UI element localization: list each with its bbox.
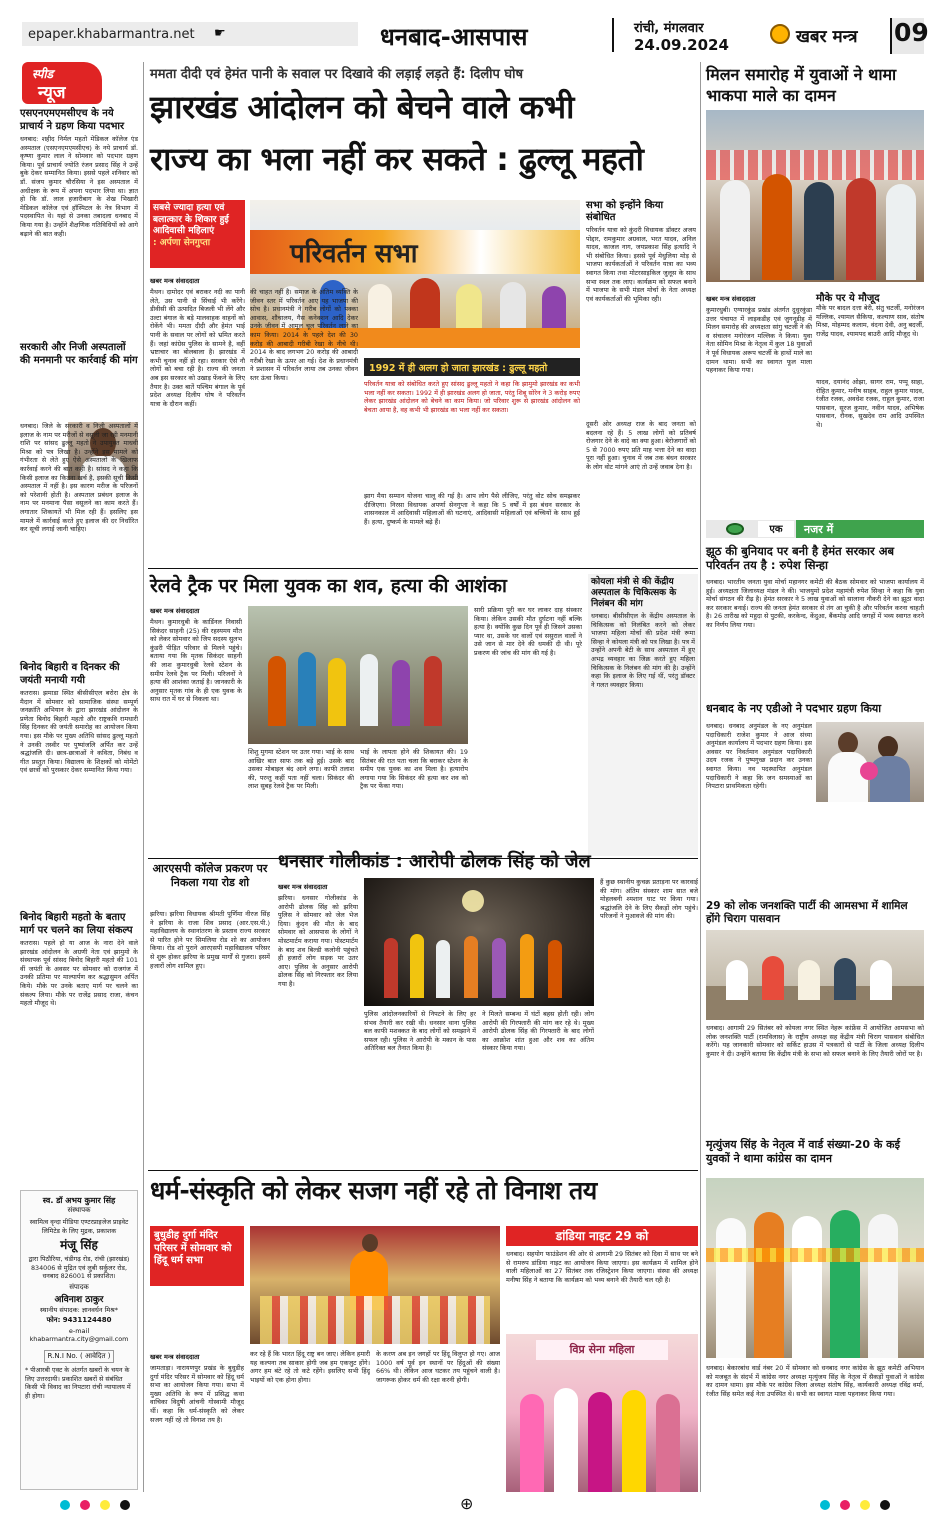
cursor-icon: ☛ [214, 26, 226, 41]
nazar-b4: धनबाद। बेकारबांध वार्ड नंबर 20 में सोमवार को धनबाद नगर कांग्रेस के झूठ कमेटी अभियान को मजबूत के संदर्भ में कांग्रेस नगर अध्यक्ष मृत्युंजय सिंह के नेतृत्व में सैकड़ों युवाओं ने कांग्रेस का दामन थामा। इस मौके पर कांग्रेस जिला अध्यक्ष संतोष सिंह, कार्यकारी अध्यक्ष रविंद्र वर्मा, रंजीत सिंह समेत कई नेता उपस्थित थे। सभी का स्वागत माला पहनाकर किया गया। [706, 1364, 924, 1398]
header-url[interactable]: epaper.khabarmantra.net [28, 27, 195, 42]
speed-item-3-body: कतरास। झमाडा स्थित बीसीसीएल बरोरा क्षेत्र के मैदान में सोमवार को सामाजिक संस्था सम्पूर्ण जनक्रांति अभियान के द्वारा झारखंड आंदोलन के प्रणेता बिनोद बिहारी महतो और राष्ट्रकवि रामधारी सिंह दिनकर की जयंती समारोह का आयोजन किया गया। इस मौके पर मुख्य अतिथि सांसद ढुल्लू महतो ने उनकी तस्वीर पर पुष्पांजलि अर्पित कर उन्हें श्रद्धांजलि दी। छात्र-छात्राओं ने कविता, निबंध व गीत प्रस्तुत किया। विद्यालय के शिक्षकों को मोमेंटो एवं छात्रों को पुरस्कार देकर सम्मानित किया गया। [20, 689, 138, 775]
imprint-email[interactable]: khabarmantra.city@gmail.com [29, 1334, 129, 1343]
dandiya-head-box [506, 1226, 698, 1246]
registration-mark-magenta-2 [840, 1500, 850, 1510]
city-day: रांची, मंगलवार [634, 21, 704, 36]
dandiya-head: डांडिया नाइट 29 को [555, 1229, 649, 1243]
railway-headline: रेलवे ट्रैक पर मिला युवक का शव, हत्या की आशंका [150, 575, 507, 597]
dharma-photo [250, 1226, 500, 1344]
railway-body: मैथन। कुमारधुबी के कार्डिनल निवासी सिकंदर साहनी (25) की रहस्यमय मौत को लेकर सोमवार को जिप सदस्य सुलभ कुंडरी पीड़ित परिवार से मिलने पहुंचे। बताया गया कि मृतक सिकंदर साहनी की लाश कुमारधुबी रेलवे स्टेशन के समीप रेलवे ट्रैक पर मिली। परिजनों ने हत्या की आशंका जताई है। जानकारी के अनुसार मृतक गांव के ही एक युवक के साथ रात में घर से निकला था। [150, 618, 242, 704]
imprint-founder: स्व. डॉ अभय कुमार सिंह [42, 1196, 116, 1205]
imprint-resident-editor: स्थानीय संपादक: ज्ञानवर्धन मिश्र* [40, 1305, 118, 1314]
registration-mark-yellow [100, 1500, 110, 1510]
dhansar-body: झरिया। धनसार गोलीकांड के आरोपी ढोलक सिंह को झरिया पुलिस ने सोमवार को जेल भेज दिया। कुंदन की मौत के बाद सोमवार को आसपास के लोगों ने मोस्टमार्टम कराया गया। पोस्टमार्टम के बाद शव बिल्डी कलोनी पहुंचते ही हजारों लोग सड़क पर उतर आए। पुलिस के अनुसार आरोपी ढोलक सिंह को गिरफ्तार कर लिया गया है। [278, 894, 358, 988]
lead-sidebar-head: सबसे ज्यादा हत्या एवं बलात्कार के शिकार हुई आदिवासी महिलाएं [153, 203, 229, 236]
imprint-email-label: e-mail [68, 1326, 90, 1335]
registration-mark-cyan-2 [820, 1500, 830, 1510]
nazar-b1: धनबाद। भारतीय जनता युवा मोर्चा महानगर कमेटी की बैठक सोमवार को भाजपा कार्यालय में हुई। अध्यक्षता जिलाध्यक्ष मंडल ने की। भाजयुमो प्रदेश महामंत्री रुपेश सिन्हा ने कहा कि युवा मोर्चा संगठन की रीढ़ है। हेमंत सरकार ने 5 लाख युवाओं को सालाना नौकरी देने का झूठा वादा कर सरकार बनाई। राज्य की जनता हेमंत सरकार से तंग आ चुकी है और परिवर्तन करना चाहती है। 26 तारीख को महुदा से पुटकी, करकेन्द, केंदुआ, बैंकमोड़ आदि जगहों में भव्य स्वागत करने का निर्णय लिया गया। [706, 578, 924, 629]
congress-photo [706, 1178, 924, 1358]
speed-item-1-body: धनबाद: शहीद निर्मल महतो मेडिकल कॉलेज एंड अस्पताल (एसएनएमएमसीएच) के नये प्राचार्य डॉ. कृष्णा कुमार लाल ने सोमवार को पदभार ग्रहण किया। पूर्व प्राचार्य ज्योति रंजन प्रसाद सिंह ने उन्हें बुके देकर सम्मानित किया। इससे पहले शनिवार को डॉ. संजय कुमार चौरसिया ने इस अस्पताल में अधीक्षक के रूप में अपना पदभार लिया था। ज्ञात हो कि डॉ. लाल हजारीबाग के शेख भिखारी मेडिकल कॉलेज एवं हॉस्पिटल के नेत्र विभाग में पदस्थापित थे। यहां से उनका तबादला धनबाद में किया गया है। उन्होंने शैक्षणिक गतिविधियों को आगे बढ़ाने की बात कही। [20, 135, 138, 238]
speed-item-3-head: बिनोद बिहारी व दिनकर की जयंती मनायी गयी [20, 662, 120, 686]
lead-photo-caption: 1992 में ही अलग हो जाता झारखंड : ढुल्लू महतो [364, 358, 580, 376]
imprint-founder-role: संस्थापक [67, 1206, 91, 1214]
imprint-editor-role: संपादक [69, 1282, 89, 1291]
imprint-publisher: मंजू सिंह [60, 1238, 98, 1253]
speed-item-3 [20, 662, 138, 929]
news-label: न्यूज [38, 83, 66, 103]
milan-byline: खबर मन्त्र संवाददाता [706, 295, 756, 303]
dharma-headline: धर्म-संस्कृति को लेकर सजग नहीं रहे तो विनाश तय [150, 1176, 597, 1205]
railway-photo [248, 606, 468, 744]
railway-byline: खबर मन्त्र संवाददाता [150, 607, 200, 615]
milan-present-body-2: यादव, दयानंद ओझा, सागर राम, पप्पू साहा, रोहित कुमार, मनीष साहब, राहुल कुमार यादव, रंजीत रजक, अवधेश रजक, राहुल कुमार, राजा पासवान, सूरज कुमार, नवीन यादव, अभिषेक पासवान, रौनक, सुखदेव राम आदि उपस्थित थे। [816, 378, 924, 429]
lead-sidebar-box [150, 200, 245, 268]
dharma-body: जामताड़ा। नारायणपुर प्रखंड के बुधुडीह दुर्गा मंदिर परिसर में सोमवार को हिंदू धर्म सभा का आयोजन किया गया। सभा में मुख्य अतिथि के रूप में प्रसिद्ध कथा वाचिका विदुषी आंचनी गोस्वामी मौजूद थीं। कहा कि धर्म-संस्कृति को लेकर सजग नहीं रहे तो विनाश तय है। [150, 1364, 244, 1424]
lead-body: मैथन। दामोदर एवं बराकर नदी का पानी लेते, उस पानी से सिंचाई भी करेंगे। डीवीसी की उत्पादित बिजली भी लेंगे और उल्टा बंगाल के बड़े मालवाहक वाहनों को रोकेंगे भी। ममता दीदी और हेमंत भाई पानी के सवाल पर लोगों को भ्रमित करते हैं। जहां कांग्रेस पुलिस के सामने है, वहीं भ्रष्टाचार का बोलबाला है। झारखंड में कभी चुनाव नहीं हो रहा। सरकार ऐसे नौ लोगों को बचा रही है। राज्य की जनता अब इस सरकार को उखाड़ फेंकने के लिए तैयार है। उक्त बातें पश्चिम बंगाल के पूर्व प्रदेश अध्यक्ष दिलीप घोष ने परिवर्तन यात्रा के दौरान कहीं। [150, 288, 245, 408]
lead-byline: खबर मन्त्र संवाददाता [150, 277, 200, 285]
lead-caption-body: परिवर्तन यात्रा को संबोधित करते हुए सांसद ढुल्लू महतो ने कहा कि झामुमो झारखंड का कभी भला नहीं कर सकता। 1992 में ही झारखंड अलग हो जाता, परंतु शिबू सोरेन ने 3 करोड़ रुपए लेकर झारखंड आंदोलन को बेचने का काम किया। जो परिवार शुरू से झारखंड आंदोलन को बेचता आया है, वह कभी भी झारखंड का भला नहीं कर सकता। [364, 380, 580, 414]
lead-sidebar-sub: : अर्पणा सेनगुप्ता [153, 237, 211, 248]
dharma-side-head: बुधुडीह दुर्गा मंदिर परिसर में सोमवार को हिंदू धर्म सभा [154, 1230, 232, 1266]
rsp-body: झरिया। झरिया विधायक श्रीमती पूर्णिमा नीरज सिंह ने झरिया के राजा शिव प्रसाद (आर.एस.पी.) महाविद्यालय के स्थानांतरण के प्रस्ताव राज्य सरकार से पारित होने पर सिमलिया रोड शो का आयोजन किया। रोड शो पुराने आरएसपी महाविद्यालय परिसर से शुरू होकर झरिया के प्रमुख मार्गों से गुजरा। इसमें हजारों लोग शामिल हुए। [150, 910, 270, 970]
nazar-h3: 29 को लोक जनशक्ति पार्टी की आमसभा में शामिल होंगे चिराग पासवान [706, 900, 908, 925]
page-number: 09 [894, 18, 929, 47]
dhansar-body-2: पुलिस आंदोलनकारियों से निपटने के लिए हर संभव तैयारी कर रखी थी। धनसार थाना पुलिस बल काफी मशक्कत के बाद लोगों को समझाने में सफल रही। पुलिस ने आरोपी के मकान के पास अतिरिक्त बल तैनात किया है। [364, 1010, 476, 1053]
dhansar-headline: धनसार गोलीकांड : आरोपी ढोलक सिंह को जेल [278, 851, 591, 872]
ljp-meeting-photo [706, 930, 924, 1020]
railway-body-3: भाई के लापता होने की शिकायत की। 19 सितंबर की रात पता चला कि बराकर स्टेशन के समीप एक युवक का शव मिला है। हत्यारोप लगाया गया कि सिकंदर की हत्या कर शव को ट्रैक पर फेंका गया। [360, 748, 468, 791]
nazar-tab-right: नजर में [796, 520, 924, 538]
milan-present-body: मौके पर बादल दत्ता बेरी, संतु चटर्जी, मनोरंजन मल्लिक, श्यामल सैकिया, कल्याण साव, संतोष मिश्रा, मोहम्मद कलाम, वंदना देवी, अनु बदर्जी, राजेंद्र यादव, श्यामपद बाउरी आदि मौजूद थे। [816, 304, 924, 338]
milan-present-head: मौके पर ये मौजूद [816, 293, 880, 304]
mid-right-divider [700, 62, 701, 1492]
section-title: धनबाद-आसपास [380, 23, 528, 51]
brand-logo-icon [770, 24, 790, 44]
lead-kicker: ममता दीदी एवं हेमंत पानी के सवाल पर दिखावे की लड़ाई लड़ते हैं: दिलीप घोष [150, 67, 523, 82]
speed-item-1-head: एसएनएमएमसीएच के नये प्राचार्य ने ग्रहण किया पदभार [20, 108, 125, 132]
welcome-body: परिवर्तन यात्रा को कुंदरी विधायक डॉक्टर अजय पोद्दार, रामकुमार अग्रवाल, भरत यादव, अनिल यादव, काजल नाग, जयप्रकाश सिंह इत्यादि ने भी संबोधित किया। इससे पूर्व मेधुलिया मोड़ से भाजपा कार्यकर्ताओं ने परिवर्तन यात्रा का भव्य स्वागत किया तथा मोटरसाइकिल जुलूस के साथ सभा स्थल तक लाए। कार्यक्रम को सफल बनाने में भाजपा के सभी मंडल मोर्चा के नेता अध्यक्ष एवं कार्यकर्ताओं की भूमिका रही। [586, 226, 696, 303]
imprint-box [20, 1190, 138, 1490]
registration-mark-yellow-2 [860, 1500, 870, 1510]
date: 24.09.2024 [634, 36, 729, 54]
footer-bar [20, 1494, 924, 1513]
railway-side-head: कोयला मंत्री से की केंद्रीय अस्पताल के चिकित्सक के निलंबन की मांग [591, 577, 677, 609]
welcome-head: सभा को इन्होंने किया संबोधित [586, 200, 664, 223]
milan-body: कुमारधुबी। एग्यारकुंड प्रखंड अंतर्गत दुधुरकुंडा उत्तर पंचायत में लाइकडीह एवं जुगनूडीह में मिलन समारोह की अध्यक्षता सांगु चटर्जी ने की व संचालन मनोरंजन मल्लिक ने किया। युवा नेता सोमिन मिश्रा के नेतृत्व में कुल 18 युवाओं ने पूर्व विधायक अरूप चटर्जी के हाथों माले का दामन थामा। सभी का स्वागत फूल माला पहनाकर किया गया। [706, 306, 812, 375]
registration-mark-black-2 [880, 1500, 890, 1510]
lead-body-2: की चाहत नहीं है। समाज के अंतिम व्यक्ति के जीवन स्तर में परिवर्तन आए यह भाजपा की सोच है। प्रधानमंत्री ने गरीब लोगों को पक्का आवास, शौचालय, गैस कनेक्शन आदि देकर उनके जीवन में आमूल चूल परिवर्तन लाने का काम किया। 2014 के पहले देश की 30 करोड़ की आबादी गरीबी रेखा के नीचे थी। 2014 के बाद लगभग 20 करोड़ की आबादी गरीबी रेखा के ऊपर आ गई। देश के प्रधानमंत्री ने प्रशासन में परिवर्तन लाया तब उनका जीवन स्तर ऊंचा किया। [250, 288, 358, 382]
imprint-note: * पीआरबी एक्ट के अंतर्गत खबरों के चयन के लिए उत्तरदायी। प्रकाशित खबरों से संबंधित किसी भी विवाद का निपटारा रांची न्यायालय में ही होगा। [25, 1365, 131, 1400]
railway-body-4: सारी प्रक्रिया पूरी कर घर लाकर दाह संस्कार किया। लेकिन उसकी मौत दुर्घटना नहीं बल्कि हत्या है। क्योंकि कुछ दिन पूर्व ही जिसने उसका प्यार था, उसके घर वालों एवं ससुराल वालों ने उसे जान से मार देने की धमकी दी थी। पूरे प्रकरण की जांच की मांग की गई है। [474, 606, 582, 657]
milan-headline: मिलन समारोह में युवाओं ने थामा भाकपा माले का दामन [706, 65, 897, 105]
imprint-rni: R.N.I No. ( आवेदित ) [44, 1350, 115, 1363]
dharma-body-3: के करण अब इन जगहों पर हिंदू विलुप्त हो गए। आज 1000 वर्ष पूर्व इन स्थानों पर हिंदुओं की संख्या 66% थी। लेकिन आज घटकर तय पहुंचने वाली है। जागरूक होकर धर्म की रक्षा करनी होगी। [376, 1350, 500, 1384]
speed-label: स्पीड [32, 67, 54, 81]
dharma-body-2: कर रहे हैं कि भारत हिंदू राष्ट्र बन जाए। लेकिन हमारी यह कल्पना तब साकार होगी जब हम एकजुट होंगे। अगर हम बंटे रहे तो कटे रहेंगे। इसलिए सभी हिंदू भाइयों को एक होना होगा। [250, 1350, 370, 1384]
imprint-phone: फोन: 9431124480 [46, 1315, 112, 1324]
dandiya-photo [506, 1334, 698, 1492]
milan-photo [706, 110, 924, 282]
dandiya-banner: विप्र सेना महिला [536, 1340, 668, 1360]
speed-item-4-body: कतरास। पहले हो या आज के नारा देने वाले झारखंड आंदोलन के अग्रणी नेता एवं झामुमो के संस्थापक पूर्व सांसद बिनोद बिहारी महतो की 101 वीं जयंती के अवसर पर सोमवार को राजगंज में उनकी प्रतिमा पर माल्यार्पण कर श्रद्धासुमन अर्पित किये। मौके पर उनके बताए मार्ग पर चलने का संकल्प लिया। मौके पर राजेंद्र प्रसाद राजा, कंचन महतो मौजूद थे। [20, 939, 138, 1008]
registration-mark-magenta [80, 1500, 90, 1510]
lead-bottom-text: झाग मैया सम्मान योजना चालू की गई है। आप लोग पैसे लीजिए, परंतु वोट सोच समझकर दीजिएगा। निरसा विधायक अपर्णा सेनगुप्ता ने कहा कि 5 वर्षों में इस बंधन सरकार के शासनकाल में आदिवासी महिलाओं की घटनाएं, आदिवासी महिलाओं एवं बच्चियों के साथ हुई हैं। हत्या, दुष्कर्म के मामले बढ़े हैं। [364, 492, 580, 526]
nazar-tab-left: एक [758, 521, 794, 537]
registration-mark-cyan [60, 1500, 70, 1510]
imprint-address: द्वारा पिठौरिया, चंडीगढ़ रोड, रांची (झारखंड) 834006 से मुद्रित एवं लुबी सर्कुलर रोड, धनबाद 826001 से प्रकाशित। [28, 1255, 130, 1281]
speed-news-logo [22, 62, 102, 104]
railway-body-2: शिशु मुगमा स्टेशन पर उतर गया। भाई के साथ आखिर बात साफ तक बड़े हुई। उसके बाद उसका मोबाइल बंद आने लगा। काफी तलाश की, परन्तु कहीं पता नहीं चला। सिकंदर की लाश सुबह रेलवे ट्रैक पर मिली। [248, 748, 354, 791]
speed-item-4 [20, 912, 138, 1109]
dharma-side-box [150, 1226, 244, 1286]
header-divider [612, 18, 614, 52]
dharma-byline: खबर मन्त्र संवाददाता [150, 1353, 200, 1361]
brand-name: खबर मन्त्र [796, 27, 858, 47]
rsp-head: आरएसपी कॉलेज प्रकरण पर निकला गया रोड शो [152, 862, 268, 889]
welcome-body-2: दूसरी ओर अध्यक्ष राज के बाद जनता को बदलना रहे हैं। 5 लाख लोगों को प्रतिवर्ष रोजगार देने के वादे का क्या हुआ। बेरोजगारों को 5 से 7000 रुपए प्रति माह भत्ता देने का वादा पूरा नहीं हुआ। चुनाव में जब तक बंधन सरकार के लोग वोट मांगने आएं तो उन्हें जवाब देना है। [586, 420, 696, 471]
nazar-b3: धनबाद। आगामी 29 सितंबर को कोयला नगर स्थित नेहरू कांफ्रेंस में आयोजित आमसभा को लोक जनशक्ति पार्टी (रामविलास) के राष्ट्रीय अध्यक्ष सह केंद्रीय मंत्री चिराग पासवान संबोधित करेंगे। यह जानकारी सोमवार को सर्किट हाउस में पत्रकारों से पार्टी के जिला अध्यक्ष दिलीप कुमार ने दी। उन्होंने बताया कि केंद्रीय मंत्री के सभा को सफल बनाने के लिए तैयारी जोरों पर है। [706, 1024, 924, 1058]
railway-side-body: धनबाद। बीसीसीएल के केंद्रीय अस्पताल के चिकित्सक को निलंबित करने को लेकर भाजपा महिला मोर्चा की प्रदेश मंत्री रूमा सिन्हा ने कोयला मंत्री को पत्र लिखा है। पत्र में उन्होंने अपनी बेटी के साथ अस्पताल में हुए अभद्र व्यवहार का जिक्र करते हुए महिला चिकित्सक के निलंबन की मांग की है। उन्होंने कहा कि इलाज के लिए गई थीं, परंतु डॉक्टर ने गलत व्यवहार किया। [591, 612, 695, 689]
welcome-box [586, 200, 696, 330]
imprint-editor: अविनाश ठाकुर [54, 1294, 104, 1305]
speed-item-2-head: सरकारी और निजी अस्पतालों की मनमानी पर कार्रवाई की मांग [20, 342, 138, 366]
registration-mark-black [120, 1500, 130, 1510]
eye-icon [726, 523, 744, 535]
dhansar-photo [364, 878, 594, 1006]
dhansar-body-4: हैं कुछ स्थानीय कुचक्र प्रताड़ना पर कारवाई की मांग। अंतिम संस्कार शाम सात बजे मोहलबनी श्मशान घाट पर किया गया। श्रद्धांजलि देने के लिए सैकड़ों लोग पहुंचे। परिजनों ने मुआवजे की मांग की। [600, 878, 698, 921]
speed-item-2 [20, 342, 138, 367]
dhansar-byline: खबर मन्त्र संवाददाता [278, 883, 328, 891]
lead-headline-1: झारखंड आंदोलन को बेचने वाले कभी [150, 88, 574, 126]
dhansar-bottom-rule [148, 1170, 698, 1171]
imprint-body: स्वामित्व वृन्दा मीडिया एण्टरप्राइजेज प्राइवेट लिमिटेड के लिए मुद्रक, प्रकाशक [29, 1218, 129, 1235]
nazar-h4: मृत्युंजय सिंह के नेतृत्व में वार्ड संख्या-20 के कई युवकों ने थामा कांग्रेस का दामन [706, 1138, 901, 1165]
nazar-tab [706, 520, 924, 538]
sdo-photo [816, 722, 924, 802]
left-column-divider [143, 62, 144, 1492]
dandiya-body: धनबाद। सहयोग फाउंडेशन की ओर से आगामी 29 सितंबर को दिवा में साथ पर बने से रामरुप डांडिया नाइट का आयोजन किया जाएगा। इस कार्यक्रम में शामिल होने वाली महिलाओं का 27 सितंबर तक रजिस्ट्रेशन किया जाएगा। संस्था की अध्यक्ष मनीषा सिंह ने बताया कि कार्यक्रम को भव्य बनाने की तैयारी चल रही है। [506, 1250, 698, 1284]
speed-item-2-body: धनबाद। जिले के सरकारी व निजी अस्पतालों में इलाज के नाम पर मरीजों से वसूली जा रही मनमानी राशि पर सांसद ढुल्लू महतो ने उपायुक्त माधवी मिश्रा को पत्र लिखा है। उन्होंने इस मामले को गंभीरता से लेते हुए ऐसे अस्पतालों के खिलाफ कार्रवाई करने की बात कही है। सांसद ने कहा कि किसी इलाज का कितना खर्च है, इसकी सूची किसी अस्पताल में नहीं है। इस कारण मरीज के परिजनों को परेशानी होती है। अस्पताल प्रबंधन इलाज के नाम पर मनमाना पैसा वसूलने का काम करते हैं। लगातार शिकायतें भी मिल रही हैं। इसलिए इस मामले में कार्रवाई करते हुए इलाज की दर निर्धारित कर सूची लगाई जानी चाहिए। [20, 422, 138, 534]
footer-crosshair-icon: ⊕ [460, 1494, 474, 1513]
speed-item-4-head: बिनोद बिहारी महतो के बताए मार्ग पर चलने का लिया संकल्प [20, 912, 133, 936]
nazar-b2: धनबाद। धनबाद अनुमंडल के नए अनुमंडल पदाधिकारी राजेश कुमार ने आज संध्या अनुमंडल कार्यालय में पदभार ग्रहण किया। इस अवसर पर निवर्तमान अनुमंडल पदाधिकारी उदय रजक ने पुष्पगुच्छ प्रदान कर उनका स्वागत किया। नव पदस्थापित अनुमंडल पदाधिकारी ने कहा कि जन समस्याओं का निपटारा प्राथमिकता रहेगी। [706, 722, 812, 791]
lead-bottom-rule [148, 568, 698, 569]
nazar-h2: धनबाद के नए एडीओ ने पदभार ग्रहण किया [706, 702, 882, 715]
speed-item-1 [20, 108, 138, 347]
header-bar [0, 0, 945, 58]
lead-headline-2: राज्य का भला नहीं कर सकते : ढुल्लू महतो [150, 140, 644, 178]
rally-banner-text: परिवर्तन सभा [290, 239, 418, 269]
dhansar-body-3: ने मिलते सम्बन्ध में घंटों बहस होती रही। लोग आरोपी की गिरफ्तारी की मांग कर रहे थे। मुख्य आरोपी ढोलक सिंह की गिरफ्तारी के बाद लोगों का आक्रोश शांत हुआ और शव का अंतिम संस्कार किया गया। [482, 1010, 594, 1053]
nazar-h1: झूठ की बुनियाद पर बनी है हेमंत सरकार अब परिवर्तन तय है : रुपेश सिन्हा [706, 544, 895, 572]
railway-side-box [588, 574, 698, 856]
